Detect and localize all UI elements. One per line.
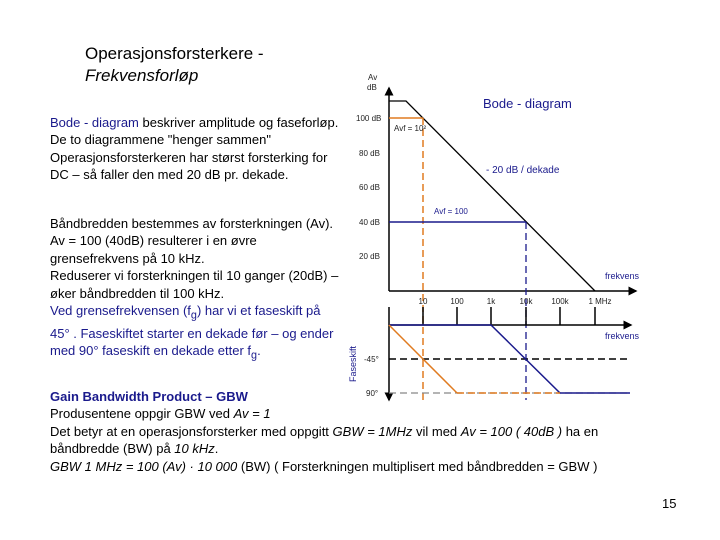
phase-ticks [423, 307, 595, 325]
y-tick: 80 dB [359, 149, 380, 158]
y-axis-label-db: dB [367, 83, 377, 92]
page-number: 15 [662, 496, 677, 511]
avf-label-1: Avf = 10² [394, 124, 427, 133]
x-tick: 1 MHz [588, 297, 612, 306]
gbw-line-1: Produsentene oppgir GBW ved Av = 1 [50, 406, 271, 422]
bode-text: beskriver amplitude og faseforløp. De to diagrammene "henger sammen" [50, 115, 339, 148]
x-tick-labels [419, 297, 612, 306]
bode-term: Bode - diagram [50, 115, 139, 130]
gbw-line-2: Det betyr at en operasjonsforsterker med oppgitt GBW = 1MHz vil med Av = 100 ( 40dB ) ha en båndbredde (BW) på 10 kHz. [50, 423, 599, 457]
gbw-heading: Gain Bandwidth Product – GBW [50, 389, 248, 404]
y-tick: 100 dB [356, 114, 382, 123]
bode-text-2: Operasjonsforsterkeren har størst forsterking for DC – så faller den med 20 dB pr. dekade. [50, 149, 328, 183]
x-tick: 100 [450, 297, 464, 306]
x-tick: 10 [418, 297, 428, 306]
y-axis-label-av: Av [368, 73, 378, 82]
phase-tick: 90° [366, 389, 379, 398]
gbw-line-3: GBW 1 MHz = 100 (Av) · 10 000 (BW) ( Forsterkningen multiplisert med båndbredden = GBW ) [50, 458, 598, 474]
diagram-title: Bode - diagram [483, 96, 572, 111]
phase-tick: -45° [364, 355, 379, 364]
y-tick: 20 dB [359, 252, 380, 261]
x-tick: 100k [551, 297, 569, 306]
slide-subtitle: Frekvensforløp [85, 66, 199, 85]
y-tick: 60 dB [359, 183, 380, 192]
freq-label-amplitude: frekvens [605, 271, 640, 281]
freq-label-phase: frekvens [605, 331, 640, 341]
phase-text: Ved grensefrekvensen $(f_g)$ har vi et faseskift på 45° . Faseskiftet starter en dekade før – og ender med 90° faseskift en dekade etter $f_g$. [50, 303, 334, 363]
avf-label-2: Avf = 100 [434, 207, 468, 216]
bandwidth-text: Båndbredden bestemmes av forsterkningen (Av). Av = 100 (40dB) resulterer i en øvre grensefrekvens på 10 kHz. [50, 216, 334, 266]
slope-label: - 20 dB / dekade [486, 165, 560, 176]
y-tick: 40 dB [359, 218, 380, 227]
bandwidth-text-2: Reduserer vi forsterkningen til 10 ganger (20dB) – øker båndbredden til 100 kHz. [50, 268, 339, 301]
x-tick: 1k [486, 297, 496, 306]
phase-axis-label: Faseskift [348, 345, 358, 382]
x-tick: 10k [519, 297, 533, 306]
slide-title: Operasjonsforsterkere - [85, 44, 264, 63]
